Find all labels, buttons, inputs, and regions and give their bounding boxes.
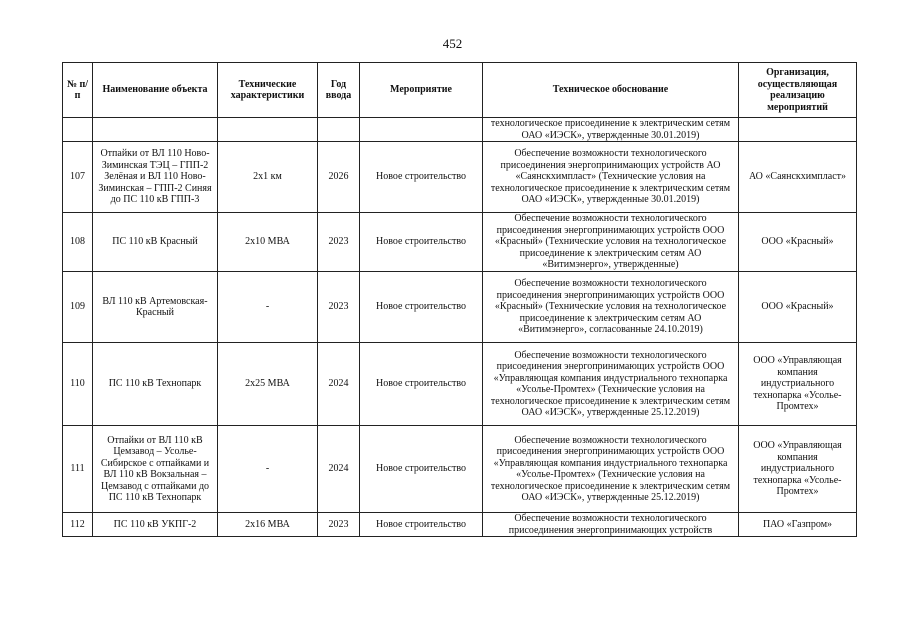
cell-name [93,118,218,142]
cell-org [739,118,857,142]
cell-name: ВЛ 110 кВ Артемовская-Красный [93,272,218,343]
cell-rationale: технологическое присоединение к электрическим сетям ОАО «ИЭСК», утвержденные 30.01.2019) [483,118,739,142]
table-row [63,142,857,213]
cell-year: 2023 [318,213,360,272]
cell-tech: 2х16 МВА [218,513,318,537]
cell-num [63,118,93,142]
cell-event: Новое строительство [360,513,483,537]
header-year: Год ввода [318,63,360,118]
cell-org: ПАО «Газпром» [739,513,857,537]
table-row [63,272,857,343]
header-org: Организация, осуществляющая реализацию мероприятий [739,63,857,118]
cell-year [318,118,360,142]
cell-year: 2026 [318,142,360,213]
cell-event: Новое строительство [360,426,483,513]
cell-event: Новое строительство [360,213,483,272]
projects-table [62,62,857,537]
cell-rationale: Обеспечение возможности технологического присоединения энергопринимающих устройств ООО «Управляющая компания индустриального технопарка «Усолье-Промтех» (Технические условия на технологическое присоединение к электрическим сетям ОАО «ИЭСК», утвержденные 25.12.2019) [483,426,739,513]
cell-num: 107 [63,142,93,213]
table-row [63,213,857,272]
header-row [63,63,857,118]
cell-tech [218,118,318,142]
header-event: Мероприятие [360,63,483,118]
cell-name: ПС 110 кВ УКПГ-2 [93,513,218,537]
header-num: № п/п [63,63,93,118]
cell-rationale: Обеспечение возможности технологического присоединения энергопринимающих устройств ООО «Управляющая компания индустриального технопарка «Усолье-Промтех» (Технические условия на технологическое присоединение к электрическим сетям ОАО «ИЭСК», утвержденные 25.12.2019) [483,343,739,426]
cell-org: АО «Саянскхимпласт» [739,142,857,213]
cell-org: ООО «Управляющая компания индустриального технопарка «Усолье-Промтех» [739,343,857,426]
cell-year: 2024 [318,426,360,513]
cell-rationale: Обеспечение возможности технологического присоединения энергопринимающих устройств [483,513,739,537]
cell-tech: - [218,272,318,343]
header-rationale: Техническое обоснование [483,63,739,118]
cell-event: Новое строительство [360,343,483,426]
table-row [63,513,857,537]
cell-org: ООО «Управляющая компания индустриального технопарка «Усолье-Промтех» [739,426,857,513]
header-tech: Технические характеристики [218,63,318,118]
cell-name: Отпайки от ВЛ 110 кВ Цемзавод – Усолье-Сибирское с отпайками и ВЛ 110 кВ Вокзальная – Цемзавод с отпайками до ПС 110 кВ Технопарк [93,426,218,513]
header-name: Наименование объекта [93,63,218,118]
continuation-row [63,118,857,142]
cell-event: Новое строительство [360,142,483,213]
cell-tech: 2х10 МВА [218,213,318,272]
cell-num: 108 [63,213,93,272]
cell-num: 112 [63,513,93,537]
cell-year: 2024 [318,343,360,426]
page-number: 452 [442,36,463,51]
cell-org: ООО «Красный» [739,213,857,272]
cell-num: 109 [63,272,93,343]
cell-name: Отпайки от ВЛ 110 Ново-Зиминская ТЭЦ – ГПП-2 Зелёная и ВЛ 110 Ново-Зиминская – ГПП-2 Синяя до ПС 110 кВ ГПП-3 [93,142,218,213]
cell-event [360,118,483,142]
cell-year: 2023 [318,272,360,343]
cell-tech: 2х1 км [218,142,318,213]
cell-rationale: Обеспечение возможности технологического присоединения энергопринимающих устройств ООО «Красный» (Технические условия на технологическое присоединение к электрическим сетям АО «Витимэнерго», утвержденные) [483,213,739,272]
cell-rationale: Обеспечение возможности технологического присоединения энергопринимающих устройств АО «Саянскхимпласт» (Технические условия на технологическое присоединение к электрическим сетям ОАО «ИЭСК», утвержденные 30.01.2019) [483,142,739,213]
table-row [63,343,857,426]
table-row [63,426,857,513]
cell-name: ПС 110 кВ Красный [93,213,218,272]
cell-tech: - [218,426,318,513]
cell-name: ПС 110 кВ Технопарк [93,343,218,426]
cell-year: 2023 [318,513,360,537]
cell-event: Новое строительство [360,272,483,343]
cell-org: ООО «Красный» [739,272,857,343]
cell-num: 110 [63,343,93,426]
cell-tech: 2х25 МВА [218,343,318,426]
cell-num: 111 [63,426,93,513]
cell-rationale: Обеспечение возможности технологического присоединения энергопринимающих устройств ООО «Красный» (Технические условия на технологическое присоединение к электрическим сетям АО «Витимэнерго», согласованные 24.10.2019) [483,272,739,343]
